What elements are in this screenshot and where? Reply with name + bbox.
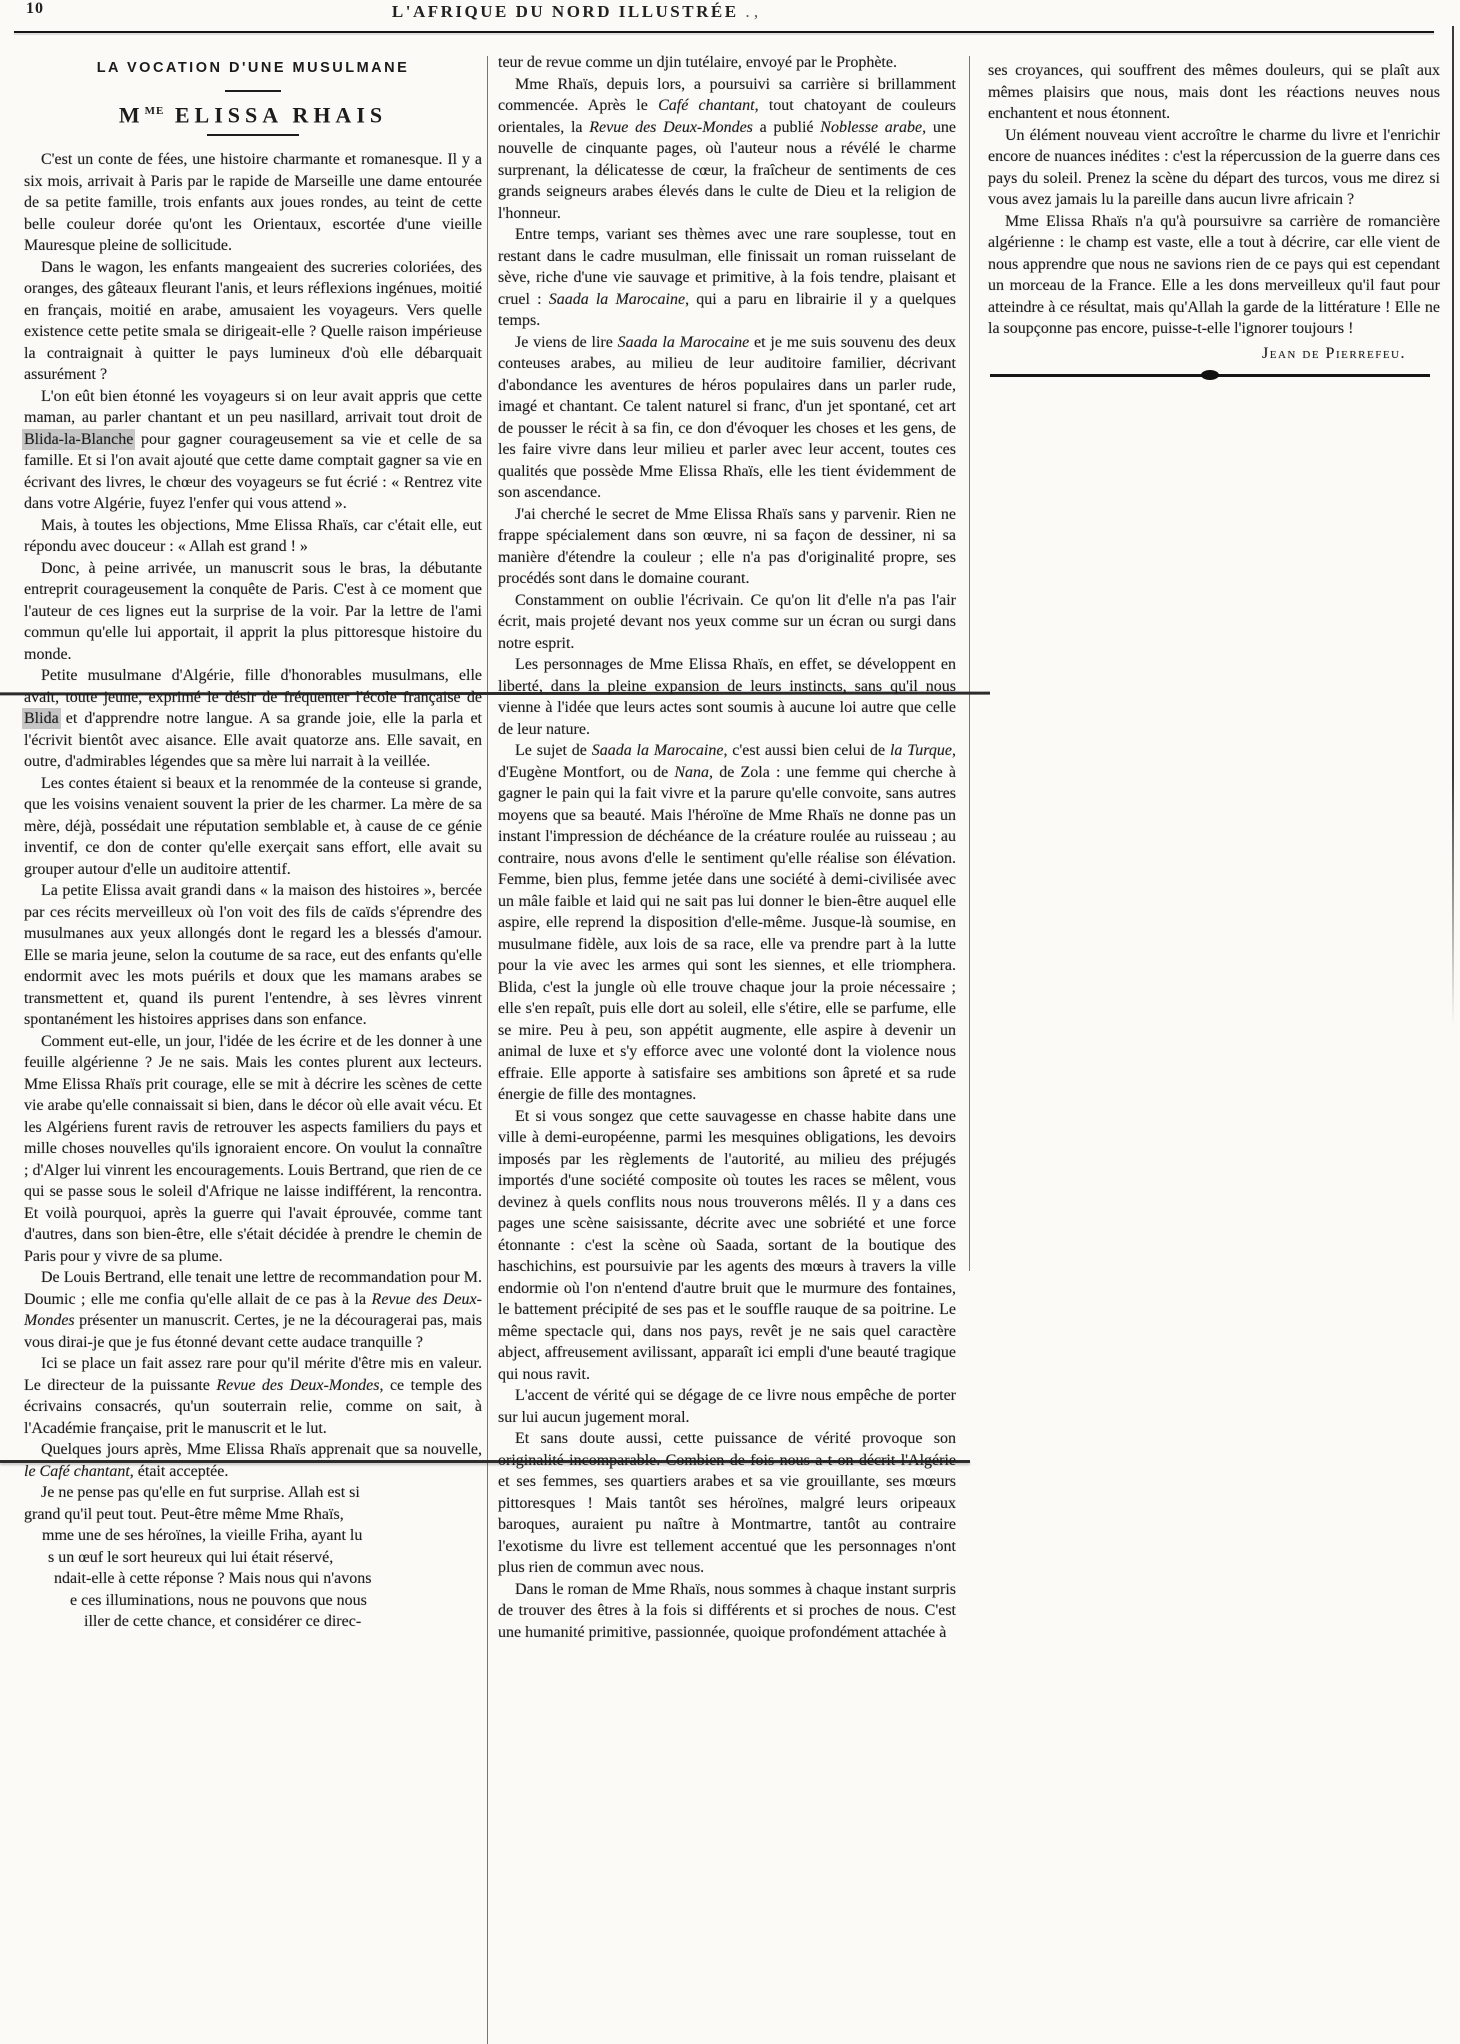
highlighted-text: Blida-la-Blanche xyxy=(24,430,134,448)
torn-line: s un œuf le sort heureux qui lui était réservé, xyxy=(48,1548,334,1566)
text-segment: Revue des Deux-Mondes xyxy=(589,118,753,136)
text-segment: Mme Elissa Rhaïs n'a qu'à poursuivre sa carrière de romancière algérienne : le champ est vaste, elle a tout à décrire, car elle vient de nous apprendre que nous ne savions rien de ce pays qui est cependant un morceau de la France. Elle a les dons merveilleux qu'il faut pour atteindre à ce résultat, mais qu'Allah la garde de la littérature ! Elle ne la soupçonne pas encore, puisse-t-elle l'ignorer toujours ! xyxy=(988,212,1440,337)
text-segment: Les contes étaient si beaux et la renommée de la conteuse si grande, que les voisins venaient souvent la prier de les charmer. La mère de sa mère, déjà, possédait une réputation semblable et, à cause de ce génie inventif, ce don de conter qu'elle exerçait sans effort, elle avait su grouper autour d'elle un auditoire attentif. xyxy=(24,774,482,878)
paragraph xyxy=(988,211,1440,340)
text-segment: Noblesse arabe xyxy=(820,118,923,136)
paragraph xyxy=(988,60,1440,125)
paragraph xyxy=(498,74,956,225)
paragraph xyxy=(24,1267,482,1353)
author-signature xyxy=(988,343,1440,365)
text-segment: Café chantant xyxy=(658,97,755,114)
text-segment: , d'Eugène Montfort, ou de xyxy=(498,742,956,781)
text-segment: Les personnages de Mme Elissa Rhaïs, en effet, se développent en liberté, dans la pleine expansion de leurs instincts, sans qu'il nous vienne à l'idée que leurs actes sont soumis à aucune loi autre que celle de leur nature. xyxy=(498,656,956,738)
article-headline: LA VOCATION D'UNE MUSULMANE xyxy=(96,60,410,76)
column-3 xyxy=(988,60,1440,377)
text-segment: , c'est aussi bien celui de xyxy=(723,742,890,759)
masthead-rule xyxy=(14,31,1434,33)
byline-prefix: M xyxy=(118,101,145,127)
text-segment: et d'apprendre notre langue. A sa grande joie, elle la parla et l'écrivit bientôt avec aisance. Elle avait quatorze ans. Elle savait, en outre, d'admirables légendes que sa mère lui narrait à la veillée. xyxy=(24,710,482,771)
text-segment: , ce temple des écrivains consacrés, qu'un souterrain relie, comme on sait, à l'Académie française, prit le manuscrit et le lut. xyxy=(24,1376,482,1437)
text-segment: Et sans doute aussi, cette puissance de vérité provoque son originalité incomparable. Combien de fois nous a-t-on décrit l'Algérie et ses femmes, ses quartiers arabes et sa vie grouillante, ses mœurs pittoresques ! Mais tantôt ses héroïnes, malgré leurs oripeaux baroques, auraient pu naître à Montmartre, tantôt au contraire l'exotisme du livre est tellement accentué que les personnages n'ont plus rien de commun avec nous. xyxy=(498,1430,956,1576)
text-segment: Petite musulmane d'Algérie, fille d'honorables musulmans, elle avait, toute jeune, exprimé le désir de fréquenter l'école française de xyxy=(24,667,482,706)
article-subheadline xyxy=(24,101,482,126)
byline-superscript: ME xyxy=(144,104,165,117)
torn-line: e ces illuminations, nous ne pouvons que nous xyxy=(70,1591,367,1609)
paragraph xyxy=(24,149,482,257)
byline-name: ELISSA RHAIS xyxy=(174,101,388,127)
paragraph xyxy=(498,224,956,332)
paragraph xyxy=(24,558,482,666)
text-segment: , tout chatoyant de couleurs orientales, la xyxy=(498,97,957,136)
torn-paragraph xyxy=(24,1482,482,1633)
text-segment: pour gagner courageusement sa vie et celle de sa famille. Et si l'on avait ajouté que cette dame comptait gagner sa vie en écrivant des livres, le chœur des voyageurs se fut écrié : « Rentrez vite dans votre Algérie, fuyez l'enfer qui vous attend ». xyxy=(24,430,482,513)
paragraph xyxy=(988,125,1440,211)
text-segment: Saada la Marocaine xyxy=(617,333,750,351)
torn-line: iller de cette chance, et considérer ce direc- xyxy=(84,1613,362,1631)
text-segment: , une nouvelle de cinquante pages, où l'auteur nous a révélé le charme surprenant, la délicatesse de cœur, la fraîcheur de sentiments de ces grands seigneurs arabes élevés dans le culte de Dieu et la religion de l'honneur. xyxy=(498,118,956,222)
column-divider-1 xyxy=(487,56,488,2044)
text-segment: Revue des Deux-Mondes xyxy=(24,1290,482,1330)
column-divider-2 xyxy=(969,56,970,1271)
torn-line: Je ne pense pas qu'elle en fut surprise. Allah est si xyxy=(41,1484,360,1502)
text-segment: Je viens de lire xyxy=(515,333,618,351)
paragraph xyxy=(24,515,482,558)
column-3-text xyxy=(988,60,1440,364)
paragraph xyxy=(498,1428,956,1579)
text-segment: Entre temps, variant ses thèmes avec une rare souplesse, tout en restant dans le cadre musulman, elle finissait un roman ruisselant de sève, riche d'une vie sauvage et primitive, à la fois tendre, plaisant et cruel : xyxy=(498,226,956,308)
text-segment: , qui a paru en librairie il y a quelques temps. xyxy=(498,290,956,329)
text-segment: Revue des Deux-Mondes xyxy=(216,1376,380,1394)
text-segment: Le sujet de xyxy=(515,742,592,759)
paragraph xyxy=(498,332,956,504)
text-segment: C'est un conte de fées, une histoire charmante et romanesque. Il y a six mois, arrivait à Paris par le rapide de Marseille une dame entourée de sa petite famille, trois enfants aux joues rondes, au teint de cette belle couleur dorée qu'ont les Orientaux, escortée d'une vieille Mauresque pleine de sollicitude. xyxy=(24,151,482,255)
text-segment: L'accent de vérité qui se dégage de ce livre nous empêche de porter sur lui aucun jugement moral. xyxy=(498,1387,956,1426)
text-segment: L'on eût bien étonné les voyageurs si on leur avait appris que cette maman, au parler chantant et un peu nasillard, arrivait tout droit de xyxy=(24,387,482,427)
column-1 xyxy=(24,56,482,1633)
text-segment: Saada la Marocaine xyxy=(548,290,686,308)
text-segment: J'ai cherché le secret de Mme Elissa Rhaïs sans y parvenir. Rien ne frappe spécialement dans son œuvre, ni sa façon de dessiner, ni sa manière d'étendre la couleur ; elle n'a pas d'originalité propre, ses procédés sont dans le domaine courant. xyxy=(498,505,956,587)
text-segment: , était acceptée. xyxy=(129,1462,229,1480)
text-segment: , de Zola : une femme qui cherche à gagner le pain qui la fait vivre et la parure qu'elle convoite, sans autres moyens que sa beauté. Mais l'héroïne de Mme Rhaïs ne donne pas un instant l'impression de déchéance de la créature roulée au ruisseau ; au contraire, nous avons d'elle le sentiment qu'elle réalise son élévation. Femme, bien plus, femme jetée dans une société à demi-civilisée avec un mâle faible et laid qui ne sait pas lui donner le bien-être auquel elle aspire, elle reprend la disposition d'elle-même. Jusque-là soumise, en musulmane fidèle, aux lois de sa race, elle va prendre part à la lutte pour la vie avec les armes qui sont les siennes, et elle triomphera. Blida, c'est la jungle où elle trouve chaque jour la proie nécessaire ; elle s'en repaît, puis elle dort au soleil, elle s'étire, elle se parfume, elle se mire. Peu à peu, son appétit augmente, elle aspire à devenir un animal de luxe et s'y efforce avec une volonté dont la violence nous effraie. Elle apporte à satisfaire ses ambitions son âpreté et sa rude énergie de fille des montagnes. xyxy=(498,763,956,1103)
text-segment: ses croyances, qui souffrent des mêmes douleurs, qui se plaît aux mêmes plaisirs que nous, mais dont les réactions neuves nous enchantent et nous étonnent. xyxy=(988,62,1440,122)
paragraph xyxy=(498,504,956,590)
text-segment: la Turque xyxy=(889,742,952,759)
masthead-title: L'AFRIQUE DU NORD ILLUSTRÉE xyxy=(391,2,739,21)
paragraph xyxy=(498,1579,956,1644)
text-segment: Constamment on oublie l'écrivain. Ce qu'on lit d'elle n'a pas l'air écrit, mais projeté devant nos yeux comme sur un écran ou surgi dans notre esprit. xyxy=(498,591,956,652)
paragraph xyxy=(24,880,482,1031)
text-segment: le Café chantant xyxy=(24,1462,130,1480)
torn-line: mme une de ses héroïnes, la vieille Friha, ayant lu xyxy=(42,1527,363,1545)
torn-line: ndait-elle à cette réponse ? Mais nous qui n'avons xyxy=(54,1570,372,1588)
column-2-text xyxy=(498,52,956,1643)
end-rule-ornament xyxy=(1201,370,1219,380)
text-segment: Et si vous songez que cette sauvagesse en chasse habite dans une ville à demi-européenne, parmi les mesquines obligations, les devoirs imposés par les règlements de l'autorité, au milieu des préjugés importés d'une société composite où toutes les races se mêlent, vous devinez à quels conflits nous nous trouverons mêlés. Il y a dans ces pages une scène saisissante, décrite avec une sobriété et une force étonnante : c'est la scène où Saada, sortant de la boutique des haschichins, est poursuivie par les agents des mœurs à travers la ville endormie où l'on n'entend d'autre bruit que le murmure des fontaines, le battement précipité de ses pas et le souffle rauque de sa poitrine. Le même spectacle qui, dans nos pays, revêt je ne sais quel caractère abject, affreusement avilissant, apparaît ici empli d'une beauté tragique qui nous ravit. xyxy=(498,1107,956,1383)
torn-line: grand qu'il peut tout. Peut-être même Mme Rhaïs, xyxy=(24,1505,344,1523)
paragraph xyxy=(498,654,956,740)
paragraph xyxy=(24,773,482,881)
text-segment: Saada la Marocaine xyxy=(591,742,724,759)
text-segment: Donc, à peine arrivée, un manuscrit sous le bras, la débutante entreprit courageusement la conquête de Paris. C'est à ce moment que l'auteur de ces lignes eut la surprise de la voir. Par la lettre de l'ami commun qu'elle lui apportait, il apprit la plus pittoresque histoire du monde. xyxy=(24,559,482,663)
paragraph xyxy=(498,590,956,655)
text-segment: Nana xyxy=(674,763,710,781)
paragraph xyxy=(24,386,482,515)
paragraph xyxy=(498,1385,956,1428)
text-segment: Un élément nouveau vient accroître le charme du livre et l'enrichir encore de nuances inédites : c'est la répercussion de la guerre dans ces pays du soleil. Prenez la scène du départ des turcos, vous me direz si vous avez jamais lu la pareille dans aucun livre africain ? xyxy=(988,126,1440,208)
text-segment: teur de revue comme un djin tutélaire, envoyé par le Prophète. xyxy=(498,54,897,71)
paragraph xyxy=(24,1031,482,1268)
masthead-ink-artifact: . , xyxy=(745,2,759,21)
text-segment: Dans le wagon, les enfants mangeaient des sucreries coloriées, des oranges, des gâteaux fleurant l'anis, et leurs réflexions ingénues, moitié en français, moitié en arabe, amusaient les voyageurs. Vers quelle existence cette petite smala se dirigeait-elle ? Quelle raison impérieuse la contraignait à quitter le pays lumineux d'où elle débarquait assurément ? xyxy=(24,258,482,384)
paragraph xyxy=(24,665,482,773)
text-segment: a publié xyxy=(752,118,821,136)
paragraph xyxy=(24,1439,482,1482)
page-number: 10 xyxy=(26,0,44,17)
paragraph xyxy=(24,1353,482,1439)
article-end-rule xyxy=(990,374,1430,377)
paragraph xyxy=(498,52,956,74)
highlighted-text: Blida xyxy=(24,710,59,728)
paragraph xyxy=(24,257,482,386)
text-segment: Jean de Pierrefeu. xyxy=(1262,344,1406,362)
paragraph xyxy=(498,740,956,1106)
text-segment: La petite Elissa avait grandi dans « la maison des histoires », bercée par ces récits merveilleux où l'on voit des fils de caïds s'éprendre des musulmanes aux yeux allongés dont le regard les a blessés d'amour. Elle se maria jeune, selon la coutume de sa race, eut des enfants qu'elle endormit avec les mots puérils et doux que les mamans arabes se transmettent et, quand ils purent l'entendre, à ses lèvres vinrent spontanément les histoires apprises dans son enfance. xyxy=(24,882,482,1029)
text-segment: et je me suis souvenu des deux conteuses arabes, au milieu de leur auditoire familier, décrivant d'abondance les aventures de héros populaires dans un parler rude, imagé et chantant. Ce talent naturel si franc, d'un jet spontané, cet art de pousser le récit à sa fin, ce don d'évoquer les choses et les gens, de les faire vivre dans leur milieu et parler avec leur accent, toutes ces qualités que possède Mme Elissa Rhaïs, elle les tient évidemment de son ascendance. xyxy=(498,333,957,501)
text-segment: Mais, à toutes les objections, Mme Elissa Rhaïs, car c'était elle, eut répondu avec douceur : « Allah est grand ! » xyxy=(24,516,482,556)
text-segment: De Louis Bertrand, elle tenait une lettre de recommandation pour M. Doumic ; elle me confia qu'elle allait de ce pas à la xyxy=(24,1269,482,1308)
headline-rule xyxy=(225,90,281,92)
paragraph xyxy=(498,1106,956,1386)
text-segment: présenter un manuscrit. Certes, je ne la découragerai pas, mais vous dirai-je que je fus étonné devant cette audace tranquille ? xyxy=(24,1312,482,1351)
page-edge-line xyxy=(1452,26,1454,1026)
text-segment: Dans le roman de Mme Rhaïs, nous sommes à chaque instant surpris de trouver des êtres à la fois si différents et si proches de nous. C'est une humanité primitive, passionnée, quoique profondément attachée à xyxy=(498,1580,956,1641)
text-segment: Ici se place un fait assez rare pour qu'il mérite d'être mis en valeur. Le directeur de la puissante xyxy=(24,1355,482,1394)
text-segment: Quelques jours après, Mme Elissa Rhaïs apprenait que sa nouvelle, xyxy=(41,1441,482,1459)
text-segment: Mme Rhaïs, depuis lors, a poursuivi sa carrière si brillamment commencée. Après le xyxy=(498,75,956,114)
subheadline-rule xyxy=(207,134,299,136)
column-1-text xyxy=(24,149,482,1633)
masthead xyxy=(0,2,1150,22)
text-segment: Comment eut-elle, un jour, l'idée de les écrire et de les donner à une feuille algérienne ? Je ne sais. Mais les contes plurent aux lecteurs. Mme Elissa Rhaïs prit courage, elle se mit à décrire les scènes de cette vie arabe qu'elle connaissait si bien, dans le décor où elle avait vécu. Et les Algériens furent ravis de retrouver les aspects familiers du pays et mille choses nouvelles qu'ils ignoraient encore. On voulut la connaître ; d'Alger lui vinrent les encouragements. Louis Bertrand, que rien de ce qui se passe sous le soleil d'Afrique ne laisse indifférent, la rencontra. Et voilà pourquoi, après la guerre qui l'avait éprouvée, comme tant d'autres, dans son bien-être, elle s'était décidée à prendre le chemin de Paris pour y vivre de sa plume. xyxy=(24,1032,482,1265)
column-2 xyxy=(498,52,956,1643)
